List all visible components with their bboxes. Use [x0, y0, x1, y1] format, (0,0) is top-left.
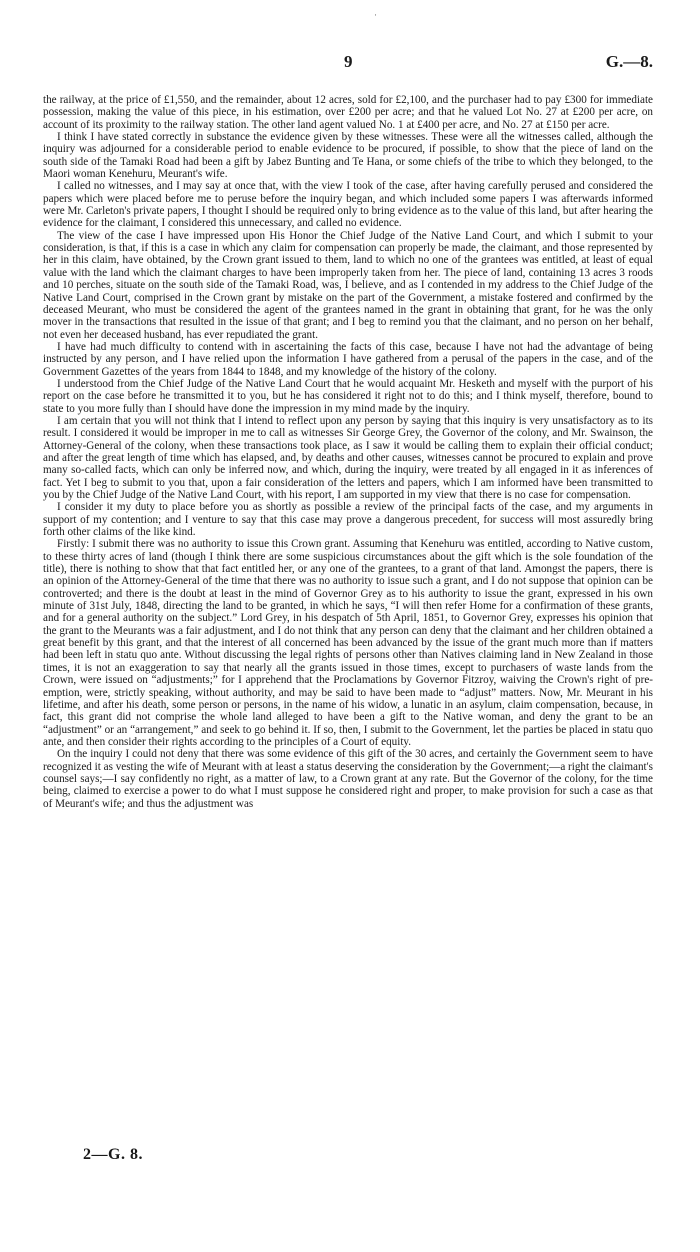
page-header — [43, 52, 653, 80]
signature-mark: 2—G. 8. — [83, 1146, 143, 1163]
document-body — [43, 94, 653, 810]
paragraph: Firstly: I submit there was no authority to issue this Crown grant. Assuming that Kenehuru was entitled, according to Native custom, to these thirty acres of land (though I think there are some suspicious circumstances about the gift which is the sole foundation of the title), there is nothing to show that that fact entitled her, or any one of the grantees, to a grant of that land. Amongst the papers, there is an opinion of the Attorney-General of the time that there was no authority to issue such a grant, and I do not suppose that opinion can be controverted; and there is the doubt at least in the mind of Governor Grey as to his authority to issue the grant, expressed in his own minute of 31st July, 1848, directing the land to be granted, in which he says, “I will then refer Home for a confirmation of these grants, and for a general authority on the subject.” Lord Grey, in his despatch of 5th April, 1851, to Governor Grey, expresses his opinion that the grant to the Meurants was a fair adjustment, and I do not think that any person can deny that the claimant and her children obtained a great benefit by this grant, and that the interest of all concerned has been advanced by the issue of the grant much more than if matters had been left in statu quo ante. Without discussing the legal rights of persons other than Natives claiming land in New Zealand in those times, it is not an exaggeration to say that nearly all the grants issued in those times, except to purchasers of waste lands from the Crown, were issued on “adjustments;” for I apprehend that the Proclamations by Governor Fitzroy, waiving the Crown's right of pre-emption, were, strictly speaking, without authority, and may be said to have been made to “adjust” matters. Now, Mr. Meurant in his lifetime, and after his death, some person or persons, in the name of his widow, a lunatic in an asylum, claim compensation, because, in fact, this grant did not comprise the whole land alleged to have been a gift to the Native woman, and deny the grant to be an “adjustment” or an “arrangement,” and seek to go behind it. If so, then, I submit to the Government, let the parties be placed in statu quo ante, and then consider their rights according to the principles of a Court of equity. — [43, 538, 653, 748]
page-number: 9 — [344, 52, 353, 71]
paragraph: the railway, at the price of £1,550, and the remainder, about 12 acres, sold for £2,100, and the purchaser had to pay £300 for immediate possession, making the value of this piece, in his estimation, over £200 per acre; and that he valued Lot No. 27 at £200 per acre, on account of its proximity to the railway station. The other land agent valued No. 1 at £400 per acre, and No. 27 at £150 per acre. — [43, 94, 653, 131]
paragraph: On the inquiry I could not deny that there was some evidence of this gift of the 30 acres, and certainly the Government seem to have recognized it as vesting the wife of Meurant with at least a status deserving the consideration by the Government;—a right the claimant's counsel says;—I say confidently no right, as a matter of law, to a Crown grant at any rate. But the Governor of the colony, for the time being, claimed to exercise a power to do what I must suppose he considered right and proper, to make provision for such a case as that of Meurant's wife; and thus the adjustment was — [43, 748, 653, 810]
document-code: G.—8. — [605, 52, 653, 71]
paragraph: I think I have stated correctly in substance the evidence given by these witnesses. These were all the witnesses called, although the inquiry was adjourned for a considerable period to enable evidence to be procured, if possible, to show that the piece of land on the south side of the Tamaki Road had been a gift by Jabez Bunting and Te Hana, or some chiefs of the tribe to which they belonged, to the Maori woman Kenehuru, Meurant's wife. — [43, 131, 653, 181]
paragraph: The view of the case I have impressed upon His Honor the Chief Judge of the Native Land Court, and which I submit to your consideration, is that, if this is a case in which any claim for compensation can properly be made, the claimant, and those represented by her in this claim, have obtained, by the Crown grant issued to them, land to which no one of the grantees was entitled, at least of equal value with the land which the claimant charges to have been improperly taken from her. The piece of land, containing 13 acres 3 roods and 10 perches, situate on the south side of the Tamaki Road, was, I believe, and as I contended in my address to the Chief Judge of the Native Land Court, comprised in the Crown grant by mistake on the part of the Government, a mistake fostered and confirmed by the deceased Meurant, who must be considered the agent of the grantees named in the grant in obtaining that grant, for he was the only mover in the transactions that resulted in the issue of that grant; and I beg to remind you that the claimant, and no person on her behalf, not even her deceased husband, has ever repudiated the grant. — [43, 229, 653, 341]
paragraph: I called no witnesses, and I may say at once that, with the view I took of the case, after having carefully perused and considered the papers which were placed before me to peruse before the inquiry began, and which included some papers I was afterwards informed were Mr. Carleton's private papers, I thought I should be required only to bring evidence as to the value of this land, but after hearing the evidence for the claimant, I considered this unnecessary, and called no evidence. — [43, 180, 653, 230]
paragraph: I have had much difficulty to contend with in ascertaining the facts of this case, because I have not had the advantage of being instructed by any person, and I have relied upon the information I have gathered from a perusal of the papers in the case, and of the Government Gazettes of the years from 1844 to 1848, and my knowledge of the history of the colony. — [43, 340, 653, 378]
paragraph: I am certain that you will not think that I intend to reflect upon any person by saying that this inquiry is very unsatisfactory as to its result. I considered it would be improper in me to call as witnesses Sir George Grey, the Governor of the colony, and Mr. Swainson, the Attorney-General of the colony, when these transactions took place, as I saw it would be calling them to explain their official conduct; and after the great length of time which has elapsed, and, by deaths and other causes, witnesses cannot be procured to explain and prove many so-called facts, which can only be inferred now, and which, during the inquiry, were treated by all engaged in it as inferences of fact. Yet I beg to submit to you that, upon a fair consideration of the letters and papers, which I am informed have been transmitted to you by the Chief Judge of the Native Land Court, with his report, I am supported in my view that there is no case for compensation. — [43, 414, 653, 501]
paragraph: I consider it my duty to place before you as shortly as possible a review of the principal facts of the case, and my arguments in support of my contention; and I venture to say that this case may prove a dangerous precedent, for success will most assuredly bring forth other claims of the like kind. — [43, 501, 653, 539]
scan-mark: · — [374, 10, 377, 20]
paragraph: I understood from the Chief Judge of the Native Land Court that he would acquaint Mr. Hesketh and myself with the purport of his report on the case before he transmitted it to you, but he has considered it right not to do this; and I think myself, therefore, bound to state to you more fully than I should have done the impression in my mind made by the inquiry. — [43, 377, 653, 415]
